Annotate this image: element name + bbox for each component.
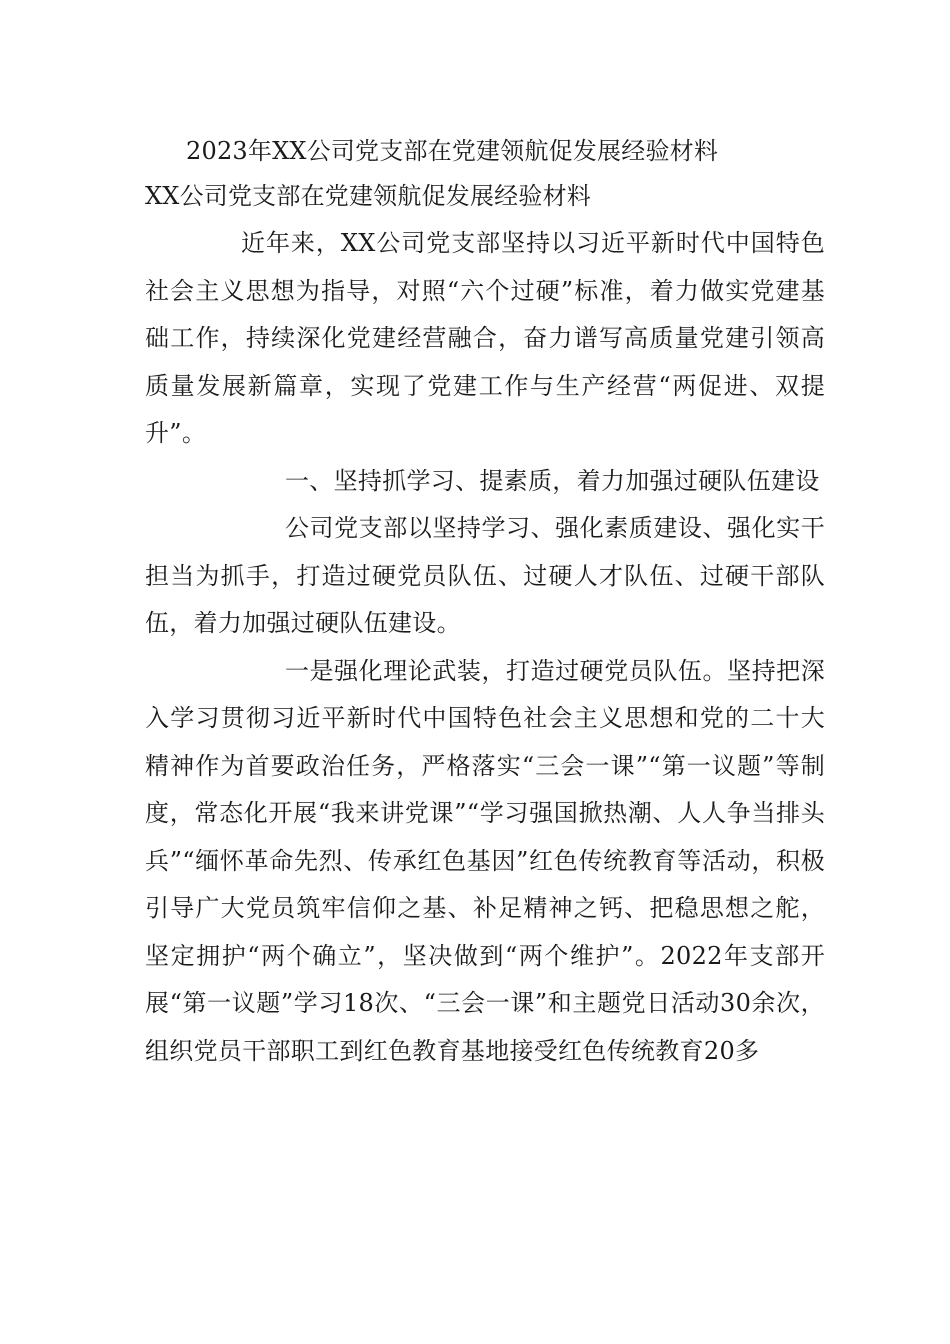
intro-paragraph: 近年来，XX公司党支部坚持以习近平新时代中国特色社会主义思想为指导，对照“六个过硬”标准，着力做实党建基础工作，持续深化党建经营融合，奋力谱写高质量党建引领高质量发展新篇章，实现了党建工作与生产经营“两促进、双提升”。 <box>145 229 825 447</box>
section-heading-1: 一、坚持抓学习、提素质，着力加强过硬队伍建设 <box>285 466 820 495</box>
section-1-paragraph: 公司党支部以坚持学习、强化素质建设、强化实干担当为抓手，打造过硬党员队伍、过硬人才队伍、过硬干部队伍，着力加强过硬队伍建设。 <box>145 514 825 637</box>
document-title: 2023年XX公司党支部在党建领航促发展经验材料 <box>186 137 719 165</box>
document-body <box>145 129 825 1075</box>
document-subtitle: XX公司党支部在党建领航促发展经验材料 <box>145 182 591 210</box>
section-1-point-1-paragraph: 一是强化理论武装，打造过硬党员队伍。坚持把深入学习贯彻习近平新时代中国特色社会主义思想和党的二十大精神作为首要政治任务，严格落实“三会一课”“第一议题”等制度，常态化开展“我来讲党课”“学习强国掀热潮、人人争当排头兵”“缅怀革命先烈、传承红色基因”红色传统教育等活动，积极引导广大党员筑牢信仰之基、补足精神之钙、把稳思想之舵，坚定拥护“两个确立”，坚决做到“两个维护”。2022年支部开展“第一议题”学习18次、“三会一课”和主题党日活动30余次，组织党员干部职工到红色教育基地接受红色传统教育20多 <box>145 656 825 1065</box>
